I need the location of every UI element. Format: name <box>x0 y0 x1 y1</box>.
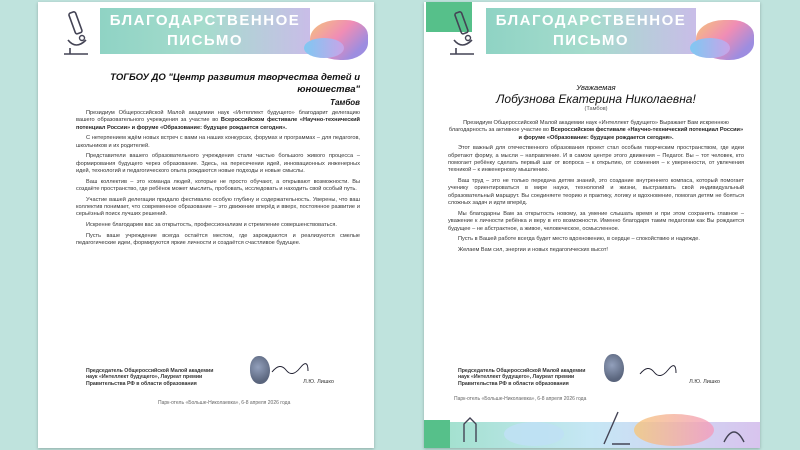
org-city: Тамбов <box>330 98 360 108</box>
paragraph <box>76 110 360 132</box>
paragraph: Этот важный для отечественного образования проект стал особым творческим пространством, где идеи обретают форму, а мысли – направление. И в самом центре этого движения – Педагог. Вы – тот человек, кто помогает ребёнку сделать первый шаг от вопроса – к открытию, от сомнения – к уверенности, от увлечения техникой – к инженерному мышлению. <box>448 145 744 174</box>
event-place: Парк-отель «Больше-Николаевка», 6-8 апреля 2026 года <box>454 396 587 402</box>
letter-body <box>448 84 744 257</box>
letter-right <box>424 2 760 448</box>
letter-banner <box>486 8 696 54</box>
letter-header <box>38 2 374 62</box>
paragraph: Желаем Вам сил, энергии и новых педагогических высот! <box>458 246 608 253</box>
letter-body <box>76 72 360 251</box>
paragraph: Пусть в Вашей работе всегда будет место вдохновению, в сердце – спокойствию и надежде. <box>458 236 700 243</box>
paragraph <box>448 120 744 142</box>
paragraph: Участие вашей делегации придало фестивалю особую глубину и содержательность. Уверены, что ваш коллектив понимает, что современное образование – это движение вперёд и вверх, постоянное развитие и серьёзный поиск лучших решений. <box>76 196 360 218</box>
festival-name: Всероссийском фестивале «Научно-технический потенциал России» и форуме «Образование: будущее рождается сегодня». <box>518 127 744 141</box>
signer-name: Л.Ю. Лишко <box>303 378 334 385</box>
banner-line1: БЛАГОДАРСТВЕННОЕ <box>495 12 687 29</box>
signature-block <box>86 368 334 387</box>
banner-line2: ПИСЬМО <box>553 32 629 49</box>
paragraph: Мы благодарны Вам за открытость новому, за умение слышать время и при этом сохранять главное – уважение к личности ребёнка и веру в его возможности. Именно благодаря таким педагогам как Вы рождается будущее – не абстрактное, а живое, человеческое, осмысленное. <box>448 210 744 232</box>
decorative-blob <box>304 38 344 58</box>
banner-line1: БЛАГОДАРСТВЕННОЕ <box>109 12 301 29</box>
paragraph-text: Президиум Общероссийской Малой академии наук «Интеллект будущего» Выражает Вам искреннюю благодарность за активное участие во <box>448 119 729 134</box>
microscope-icon <box>440 10 480 58</box>
paragraph: Представители вашего образовательного учреждения стали частью большого живого процесса – формирования будущего через образование. Здесь, на пересечении идей, инновационных инженерных идей, технологий и педагогического опыта рождаются новые подходы и новые смыслы. <box>76 153 360 174</box>
microscope-icon <box>54 10 94 58</box>
festival-name: Всероссийском фестивале «Научно-технический потенциал России» и форуме «Образование: будущее рождается сегодня». <box>76 117 360 131</box>
footer-decoration <box>424 402 760 448</box>
signature-block <box>458 368 720 387</box>
letter-left <box>38 2 374 448</box>
recipient-name: Лобузнова Екатерина Николаевна! <box>496 92 696 107</box>
paragraph-text: Президиум Общероссийской Малой академии наук «Интеллект будущего» благодарит делегацию вашего образовательного учреждения за участие во <box>76 109 360 124</box>
greeting: Уважаемая <box>576 83 616 92</box>
paragraph: С нетерпением ждём новых встреч с вами на наших конкурсах, форумах и программах – для педагогов, школьников и их родителей. <box>76 135 360 149</box>
letter-header <box>424 2 760 62</box>
signer-role: Председатель Общероссийской Малой академии наук «Интеллект будущего», Лауреат премии Правительства РФ в области образования <box>86 368 214 387</box>
signer-name: Л.Ю. Лишко <box>689 378 720 385</box>
paragraph: Пусть ваше учреждение всегда остаётся местом, где зарождаются и реализуются смелые педагогические идеи, формируются яркие личности и создаётся счастливое будущее. <box>76 232 360 246</box>
letter-banner <box>100 8 310 54</box>
paragraph: Ваш труд – это не только передача детям знаний, это создание внутреннего компаса, который помогает ученику ориентироваться в мире науки, технологий и жизни, выстраивать свой индивидуальный образовательный маршрут. Вы соединяете теорию и практику, логику и вдохновение, помогая детям не бояться сложных задач и идти вперёд. <box>448 178 744 207</box>
banner-line2: ПИСЬМО <box>167 32 243 49</box>
paragraph: Ваш коллектив – это команда людей, которые не просто обучают, а открывают возможности. Вы создаёте пространство, где ребёнок может мыслить, пробовать, исследовать и находить свой особый путь. <box>76 178 360 192</box>
event-place: Парк-отель «Больше-Николаевка», 6-8 апреля 2026 года <box>158 400 291 406</box>
recipient-city: (Тамбов) <box>584 106 608 113</box>
org-title: ТОГБОУ ДО "Центр развития творчества детей и юношества" <box>110 72 360 95</box>
signer-role: Председатель Общероссийской Малой академии наук «Интеллект будущего», Лауреат премии Правительства РФ в области образования <box>458 368 586 387</box>
paragraph: Искренне благодарим вас за открытость, профессионализм и стремление совершенствоваться. <box>86 222 337 228</box>
decorative-blob <box>690 38 730 58</box>
